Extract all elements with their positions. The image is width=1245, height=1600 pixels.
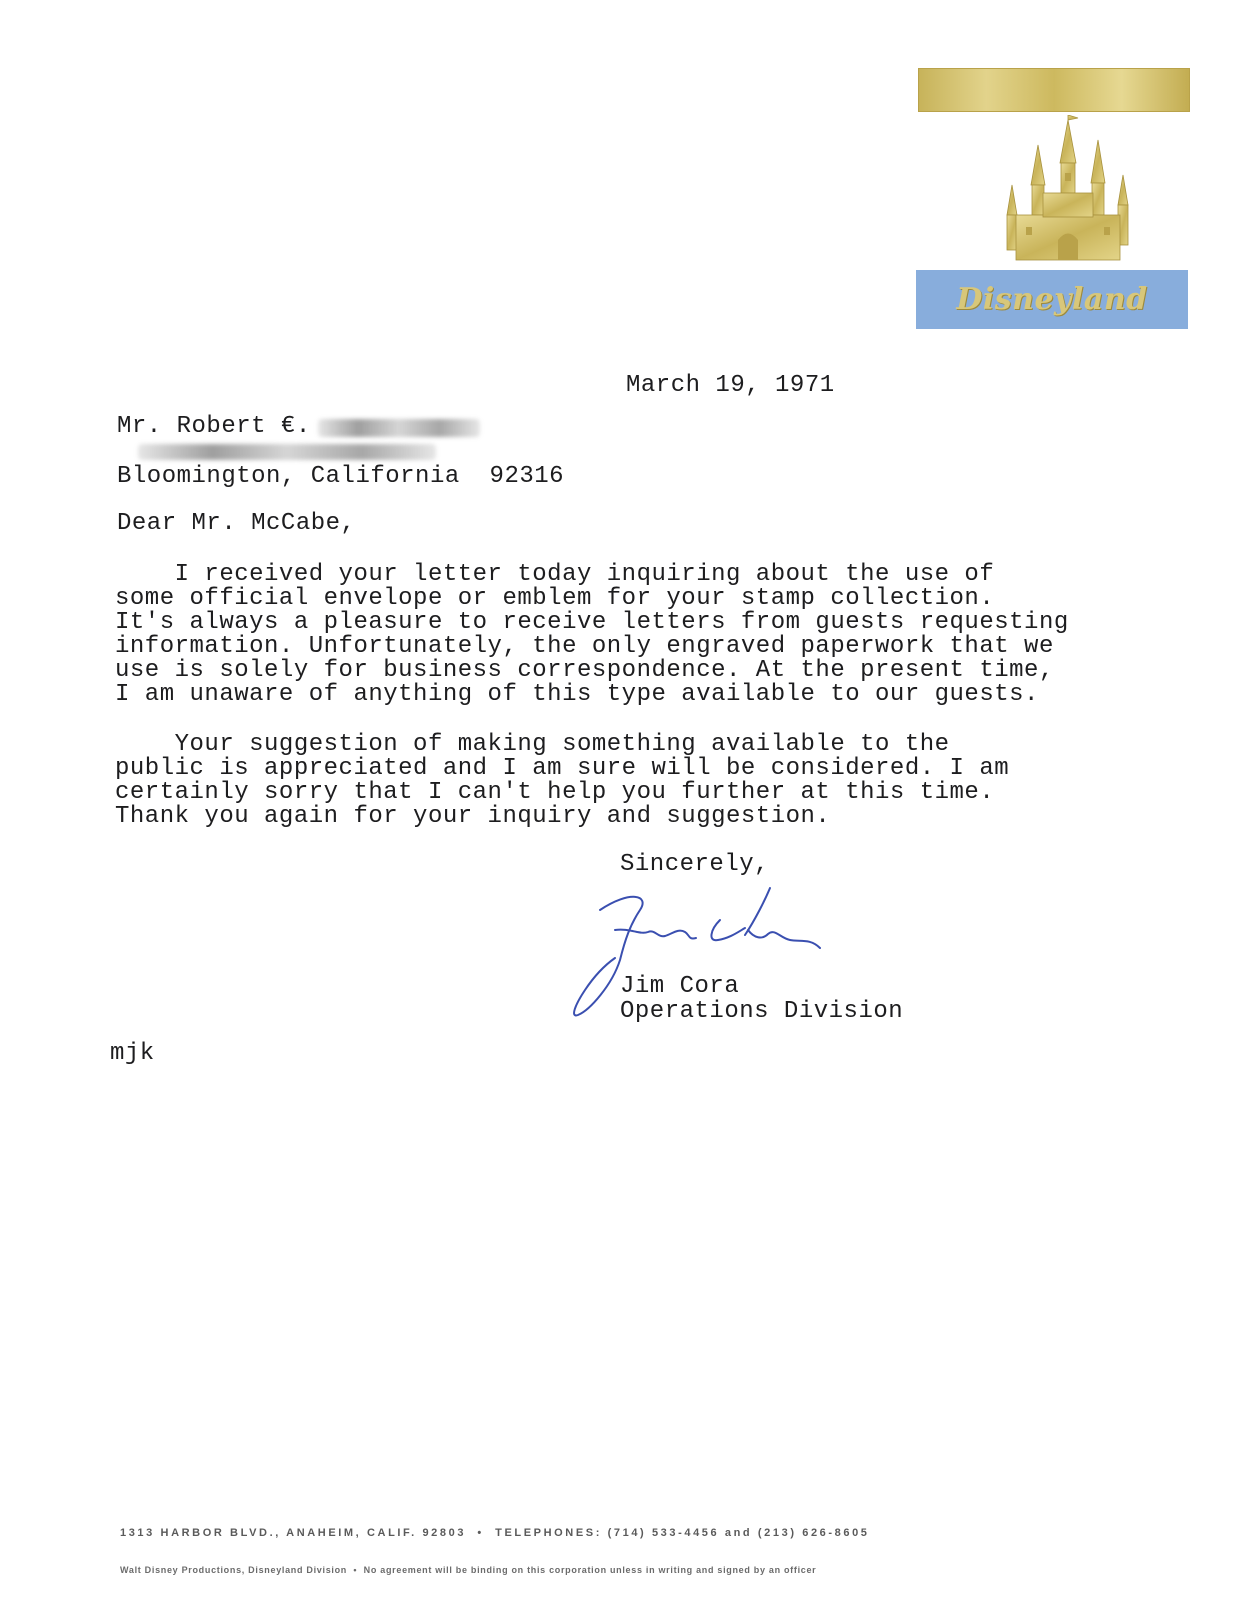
body-paragraph-2 — [115, 733, 1075, 829]
body-line: use is solely for business correspondence. At the present time, — [115, 657, 1054, 684]
body-line: Thank you again for your inquiry and suggestion. — [115, 803, 831, 830]
recipient-city-line: Bloomington, California 92316 — [117, 463, 565, 490]
recipient-name: Mr. Robert €. — [117, 413, 311, 440]
footer-legal: Walt Disney Productions, Disneyland Division • No agreement will be binding on this corporation unless in writing and signed by an officer — [120, 1565, 817, 1575]
redacted-surname — [318, 419, 480, 437]
body-line: Your suggestion of making something available to the — [115, 731, 950, 758]
body-line: certainly sorry that I can't help you further at this time. — [115, 779, 995, 806]
body-line: It's always a pleasure to receive letters from guests requesting — [115, 609, 1069, 636]
body-line: I received your letter today inquiring about the use of — [115, 561, 995, 588]
body-line: public is appreciated and I am sure will be considered. I am — [115, 755, 1010, 782]
closing: Sincerely, — [620, 851, 770, 878]
letterhead-gold-bar — [918, 68, 1190, 112]
castle-icon — [998, 115, 1138, 265]
brand-logo-text: Disneyland — [956, 282, 1148, 317]
salutation: Dear Mr. McCabe, — [117, 510, 356, 537]
body-line: some official envelope or emblem for your stamp collection. — [115, 585, 995, 612]
footer-address: 1313 HARBOR BLVD., ANAHEIM, CALIF. 92803 • TELEPHONES: (714) 533-4456 and (213) 626-8605 — [120, 1527, 870, 1539]
body-line: I am unaware of anything of this type available to our guests. — [115, 681, 1039, 708]
redacted-street-address — [138, 444, 436, 460]
body-line: information. Unfortunately, the only engraved paperwork that we — [115, 633, 1054, 660]
signer-title: Operations Division — [620, 998, 904, 1025]
typist-initials: mjk — [110, 1040, 155, 1067]
letter-date: March 19, 1971 — [626, 372, 835, 399]
body-paragraph-1 — [115, 563, 1075, 707]
letterhead-brand-band — [916, 270, 1188, 329]
signer-name: Jim Cora — [620, 973, 740, 1000]
